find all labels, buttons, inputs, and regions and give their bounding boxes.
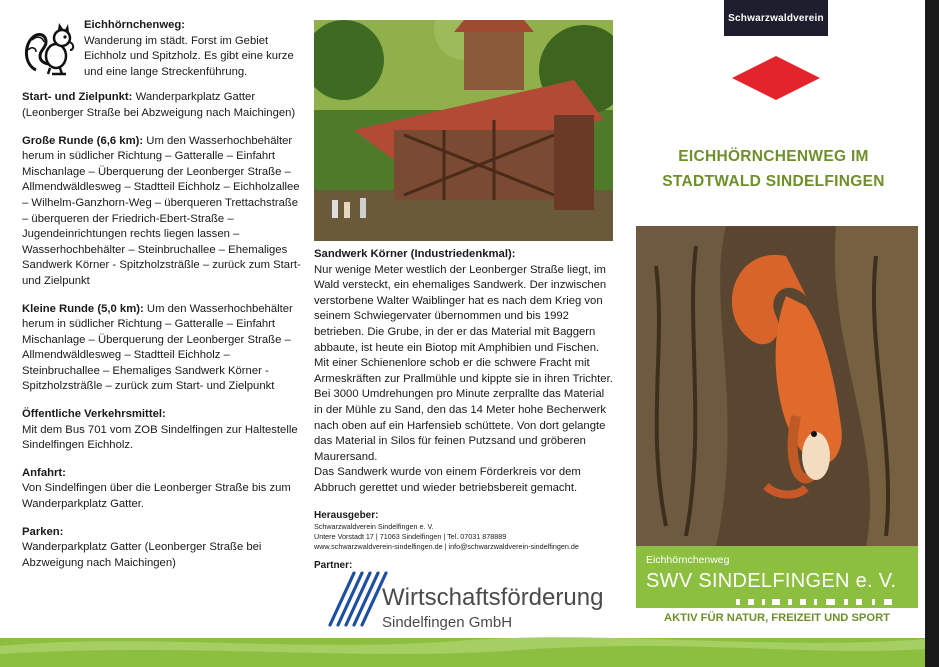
partner-sub: Sindelfingen GmbH xyxy=(382,614,513,631)
big-route-text: Um den Wasserhochbehälter herum in südlicher Richtung – Gatteralle – Einfahrt Mischanlage – Überquerung der Leonberger Straße – Allmendwäldlesweg – Stadtteil Eichholz – Eichholzallee – Wilhelm-Ganzhorn-Weg – überqueren Trettachstraße – überqueren der Friedrich-Ebert-Straße – Jugendeinrichtungen rechts liegen lassen – Wasserhochbehälter – Steinbruchallee – Ehemaliges Sandwerk Körner - Spitzholzsträßle – zurück zum Start- und Zielpunkt xyxy=(22,134,301,287)
decorative-ticks xyxy=(636,598,918,606)
small-route-label: Kleine Runde (5,0 km): xyxy=(22,302,144,315)
arrival-text: Von Sindelfingen über die Leonberger Straße bis zum Wanderparkplatz Gatter. xyxy=(22,482,291,511)
slogan: AKTIV FÜR NATUR, FREIZEIT UND SPORT xyxy=(663,612,891,624)
squirrel-icon xyxy=(22,20,78,76)
left-column xyxy=(22,18,304,583)
right-column xyxy=(632,0,939,667)
sandwerk-title: Sandwerk Körner (Industriedenkmal): xyxy=(314,248,516,260)
transit-section xyxy=(22,407,304,454)
right-edge-strip xyxy=(925,0,939,667)
main-title xyxy=(632,144,915,194)
intro-title: Eichhörnchenweg: xyxy=(84,19,186,31)
transit-label: Öffentliche Verkehrsmittel: xyxy=(22,408,166,421)
small-route-text: Um den Wasserhochbehälter herum in südlicher Richtung – Gatteralle – Einfahrt Mischanlage – Überquerung der Leonberger Straße – Allmendwäldlesweg – Stadtteil Eichholz – Steinbruchallee – Ehemaliges Sandwerk Körner - Spitzholzsträßle – zurück zum Start- und Zielpunkt xyxy=(22,302,293,393)
start-label: Start- und Zielpunkt: xyxy=(22,91,133,104)
start-section xyxy=(22,90,304,121)
partner-name: Wirtschaftsförderung xyxy=(382,584,604,611)
start-text: Wanderparkplatz Gatter (Leonberger Straße bei Abzweigung nach Maichingen) xyxy=(22,91,296,119)
parking-text: Wanderparkplatz Gatter (Leonberger Straße bei Abzweigung nach Maichingen) xyxy=(22,541,262,569)
intro-text: Wanderung im städt. Forst im Gebiet Eichholz und Spitzholz. Es gibt eine kurze und eine lange Streckenführung. xyxy=(84,34,294,78)
publisher-block xyxy=(314,509,614,552)
sandwerk-section xyxy=(314,247,614,497)
transit-text: Mit dem Bus 701 vom ZOB Sindelfingen zur Haltestelle Sindelfingen Eichholz. xyxy=(22,423,298,452)
publisher-web: www.schwarzwaldverein-sindelfingen.de | info@schwarzwaldverein-sindelfingen.de xyxy=(314,541,579,551)
main-title-line-1: EICHHÖRNCHENWEG IM xyxy=(678,148,869,165)
sandwerk-text-2: Das Sandwerk wurde von einem Förderkreis vor dem Abbruch gerettet und wieder betriebsbereit gemacht. xyxy=(314,466,581,494)
publisher-name: Schwarzwaldverein Sindelfingen e. V. xyxy=(314,521,434,531)
parking-label: Parken: xyxy=(22,525,64,538)
big-route-label: Große Runde (6,6 km): xyxy=(22,134,144,147)
sandwerk-text: Nur wenige Meter westlich der Leonberger Straße liegt, im Wald versteckt, ein ehemaliges Sandwerk. Der inzwischen verstorbene Walter Waiblinger hat es nach dem Krieg von seinem Schwiegervater übernommen und bis 1992 betrieben. Die Grube, in der er das Material mit Baggern abbaute, ist heute ein Biotop mit Amphibien und Fischen. Mit einer Schienenlore schob er die schwere Fracht mit Armeskräften zur Prallmühle und kippte sie in ihren Trichter. Bei 3000 Umdrehungen pro Minute zerprallte das Material in der Mühle zu Sand, den das 14 Meter hohe Becherwerk nach oben auf ein Harfensieb schüttete. Von dort gelangte das Material in Silos für feinen Putzsand und gröberen Maurersand. xyxy=(314,263,613,463)
band-title: SWV SINDELFINGEN e. V. xyxy=(646,570,897,592)
big-route-section xyxy=(22,134,304,290)
publisher-address: Untere Vorstadt 17 | 71063 Sindelfingen | Tel. 07031 878889 xyxy=(314,531,507,541)
schwarzwaldverein-badge: Schwarzwaldverein xyxy=(724,0,828,36)
band-subtitle: Eichhörnchenweg xyxy=(646,554,730,566)
bottom-grass-band xyxy=(0,628,939,667)
squirrel-photo xyxy=(636,226,918,546)
intro-block xyxy=(22,18,304,80)
main-title-line-2: STADTWALD SINDELFINGEN xyxy=(662,173,885,190)
parking-section xyxy=(22,525,304,572)
arrival-label: Anfahrt: xyxy=(22,466,66,479)
publisher-label: Herausgeber: xyxy=(314,509,379,521)
arrival-section xyxy=(22,466,304,513)
sandwerk-photo xyxy=(314,20,613,241)
small-route-section xyxy=(22,302,304,396)
partner-label: Partner: xyxy=(314,559,353,571)
red-diamond-logo xyxy=(732,56,820,100)
middle-column xyxy=(314,20,614,631)
